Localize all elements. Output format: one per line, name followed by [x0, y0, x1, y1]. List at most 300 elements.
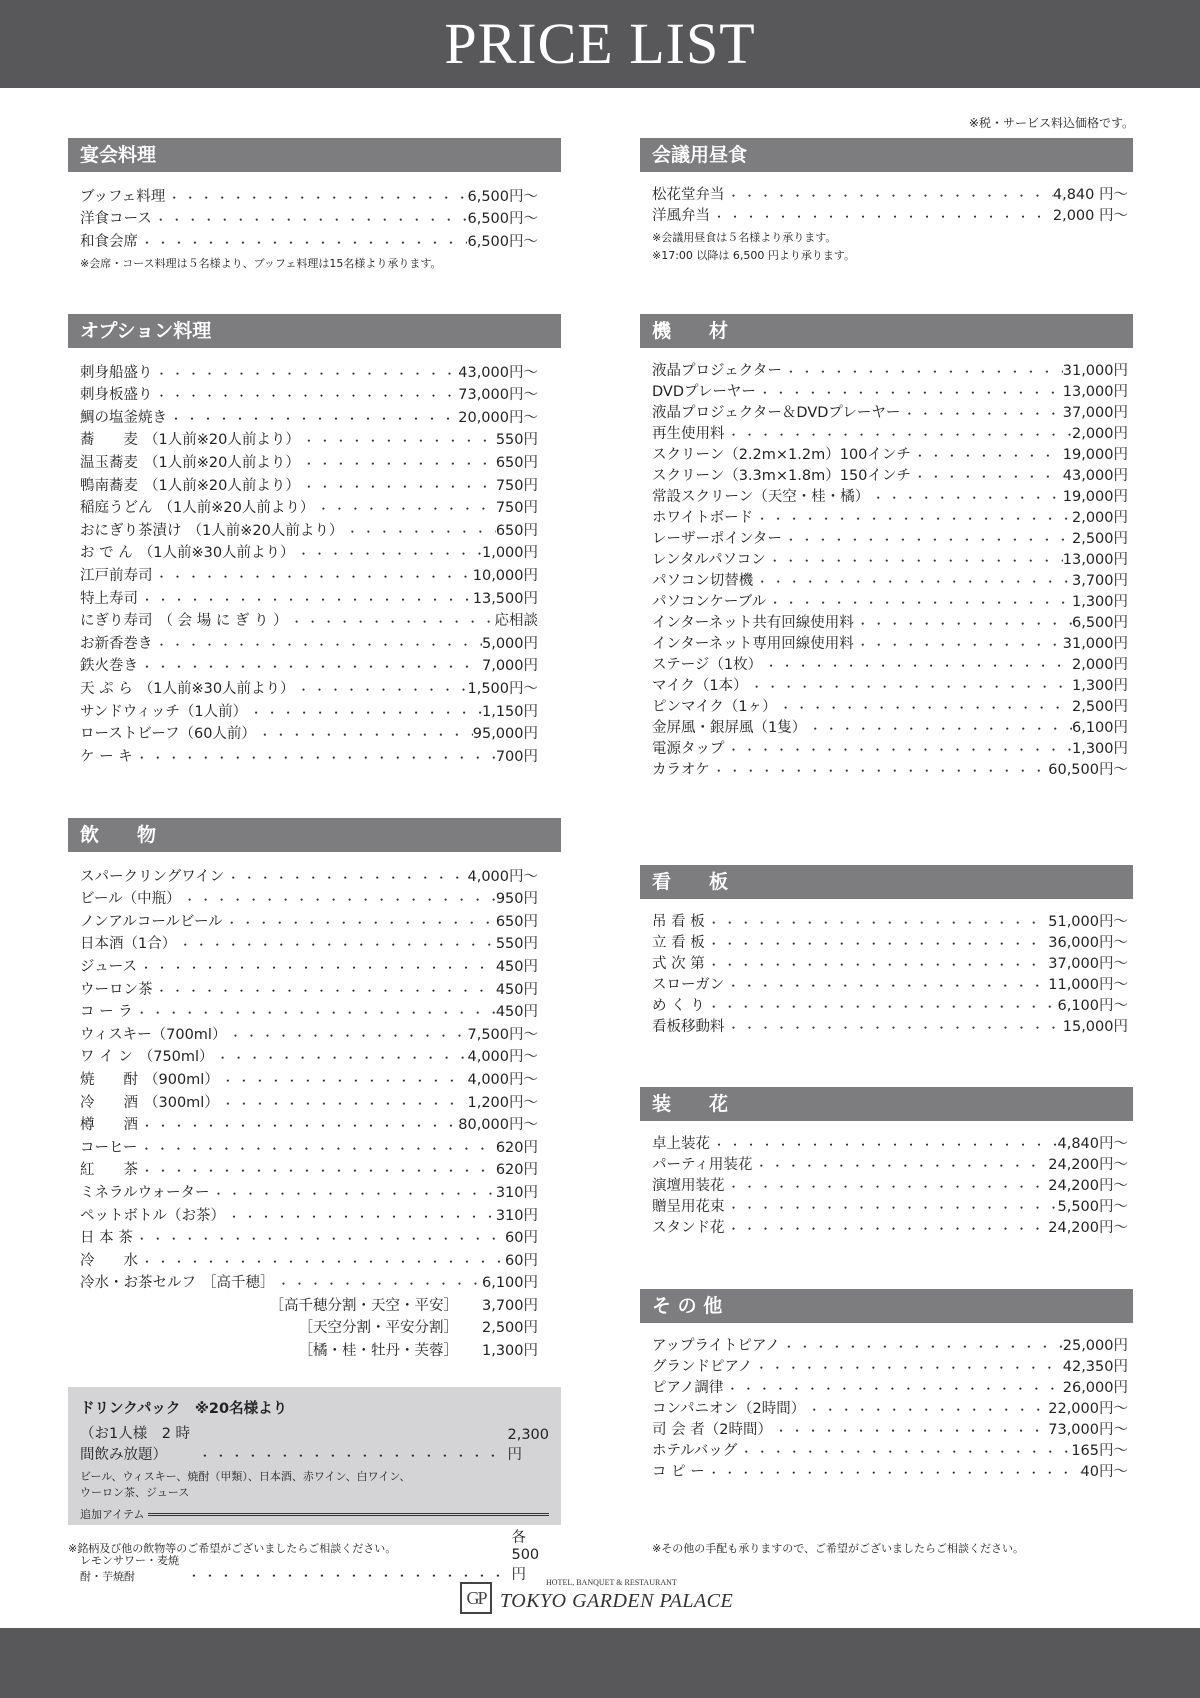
item-price: 450円: [495, 981, 538, 998]
item-price: 620円: [495, 1162, 538, 1179]
list-item: [652, 548, 1128, 569]
item-name: ペットボトル（お茶）: [80, 1207, 225, 1224]
list-item: [80, 1089, 538, 1112]
section-heading: そ の 他: [640, 1289, 1133, 1323]
item-name: ノンアルコールビール: [80, 913, 223, 930]
list-item: [80, 562, 538, 585]
item-price: 3,700円: [481, 1297, 538, 1314]
item-price: 6,100円: [481, 1275, 538, 1292]
contents-line: ビール、ウィスキー、焼酎（甲類）、日本酒、赤ワイン、白ワイン、: [80, 1470, 411, 1483]
leader-dots: [223, 914, 496, 931]
item-price: 43,000円〜: [458, 364, 538, 381]
venue-sub-rows: [68, 1292, 561, 1360]
list-item: [652, 1153, 1128, 1174]
leader-dots: [300, 432, 496, 449]
item-price: 2,500円: [481, 1320, 538, 1337]
item-price: 4,000円〜: [467, 1049, 538, 1066]
list-item: [80, 1225, 538, 1248]
item-name: ワ イ ン: [80, 1049, 133, 1066]
item-name: ローストビーフ（60人前）: [80, 726, 256, 743]
section-heading: 看 板: [640, 865, 1133, 899]
list-item: [652, 1015, 1128, 1036]
list-item: [652, 632, 1128, 653]
item-name: ［高千穂分割・天空・平安］: [269, 1297, 458, 1314]
section-heading: 機 材: [640, 314, 1133, 348]
header-bar: [0, 0, 1200, 88]
leader-dots: [256, 726, 473, 743]
leader-dots: [752, 1359, 1062, 1376]
item-price: 6,100円〜: [1057, 998, 1128, 1014]
section-drinks: [68, 818, 561, 1360]
item-name: 温玉蕎麦: [80, 454, 138, 471]
item-note: ［高千穂］: [202, 1275, 275, 1292]
item-name: 鉄火巻き: [80, 658, 138, 675]
item-name: 電源タップ: [652, 741, 725, 757]
item-price: 4,000円〜: [467, 1071, 538, 1088]
list-item: [80, 1157, 538, 1180]
list-item: [80, 698, 538, 721]
leader-dots: [314, 500, 495, 517]
leader-dots: [137, 959, 496, 976]
item-name: 吊 看 板: [652, 914, 705, 930]
leader-dots: [705, 998, 1058, 1015]
item-name: マイク（1本）: [652, 678, 748, 694]
leader-dots: [725, 1199, 1058, 1216]
list-item: [80, 931, 538, 954]
list-item: [80, 404, 538, 427]
item-name: お新香巻き: [80, 635, 153, 652]
list-item: [80, 183, 538, 206]
item-name: 樽 酒: [80, 1117, 138, 1134]
item-list: [652, 183, 1128, 225]
list-item: [80, 1112, 538, 1135]
leader-dots: [247, 704, 482, 721]
item-price: 73,000円〜: [1048, 1422, 1128, 1438]
item-name: 天 ぷ ら: [80, 680, 133, 697]
leader-dots: [153, 568, 473, 585]
item-note: （1人前※20人前より）: [187, 522, 344, 539]
item-name: レーザーポインター: [652, 531, 782, 547]
list-item: [652, 1376, 1128, 1397]
item-note: （ 会 場 に ぎ り ）: [158, 613, 288, 630]
item-price: 750円: [495, 500, 538, 517]
list-item: [80, 517, 538, 540]
leader-dots: [725, 1019, 1063, 1036]
item-note: （1人前※20人前より）: [144, 454, 300, 471]
leader-dots: [737, 1443, 1071, 1460]
leader-dots: [911, 447, 1063, 464]
list-item: [652, 1174, 1128, 1195]
item-name: 液晶プロジェクター: [652, 363, 782, 379]
item-price: 6,500円: [1071, 615, 1128, 631]
leader-dots: [214, 1049, 468, 1066]
leader-dots: [138, 1117, 458, 1134]
list-item: [652, 1460, 1128, 1481]
list-item: [80, 1044, 538, 1067]
list-item: [80, 721, 538, 744]
item-name: 鯛の塩釜焼き: [80, 409, 167, 426]
item-price: 95,000円: [472, 726, 538, 743]
item-price: 15,000円: [1062, 1019, 1128, 1035]
item-name: ジュース: [80, 958, 137, 975]
item-name: ウィスキー（700ml）: [80, 1026, 227, 1043]
item-name: インターネット専用回線使用料: [652, 636, 854, 652]
item-price: 2,500円: [1071, 699, 1128, 715]
section-heading: 宴会料理: [68, 138, 561, 172]
leader-dots: [288, 613, 495, 630]
item-price: 550円: [495, 936, 538, 953]
leader-dots: [343, 523, 495, 540]
item-name: 江戸前寿司: [80, 567, 153, 584]
item-price: 450円: [495, 1004, 538, 1021]
item-list: [652, 1132, 1128, 1237]
leader-dots: [777, 699, 1072, 716]
item-price: 24,200円〜: [1048, 1178, 1128, 1194]
list-item: [80, 427, 538, 450]
item-name: 紅 茶: [80, 1162, 138, 1179]
item-name: ホワイトボード: [652, 510, 754, 526]
item-price: 950円: [495, 891, 538, 908]
item-list: [80, 359, 538, 766]
item-name: 式 次 第: [652, 956, 705, 972]
section-heading: オプション料理: [68, 314, 561, 348]
list-item: [652, 674, 1128, 695]
item-price: 60円: [505, 1252, 538, 1269]
item-list: [652, 359, 1128, 779]
drink-pack-row: [80, 1422, 549, 1464]
leader-dots: [782, 531, 1072, 548]
section-note: ※17:00 以降は 6,500 円より承ります。: [652, 249, 856, 262]
list-item: [80, 1179, 538, 1202]
item-name: おにぎり茶漬け: [80, 522, 182, 539]
leader-dots: [806, 720, 1072, 737]
leader-dots: [225, 1208, 496, 1225]
item-price: 7,000円: [481, 658, 538, 675]
item-price: 2,000円: [1071, 510, 1128, 526]
item-price: 24,200円〜: [1048, 1157, 1128, 1173]
list-item: [80, 359, 538, 382]
section-equipment: [640, 314, 1133, 779]
list-item: [80, 908, 538, 931]
list-item: [652, 1132, 1128, 1153]
item-name: DVDプレーヤー: [652, 384, 756, 400]
list-item: [80, 472, 538, 495]
list-item: [652, 380, 1128, 401]
item-name: 立 看 板: [652, 935, 705, 951]
item-note: （750ml）: [138, 1049, 214, 1066]
item-price: 4,840 円〜: [1052, 187, 1128, 203]
item-name: 松花堂弁当: [652, 187, 725, 203]
item-list: [80, 183, 538, 251]
leader-dots: [138, 234, 467, 251]
leader-dots: [725, 1220, 1049, 1237]
item-price: 5,000円: [481, 635, 538, 652]
item-price: 1,200円〜: [467, 1094, 538, 1111]
item-note: （900ml）: [144, 1071, 219, 1088]
leader-dots: [762, 657, 1072, 674]
item-name: ブッフェ料理: [80, 188, 166, 205]
item-price: 31,000円: [1062, 363, 1128, 379]
list-item: [652, 204, 1128, 225]
leader-dots: [869, 489, 1063, 506]
add-items-divider: [80, 1506, 549, 1522]
item-list: [80, 863, 538, 1292]
list-item: [80, 540, 538, 563]
leader-dots: [138, 658, 482, 675]
leader-dots: [138, 1162, 496, 1179]
leader-dots: [133, 1004, 496, 1021]
item-price: 6,500円〜: [467, 211, 538, 228]
list-item: [652, 443, 1128, 464]
leader-dots: [752, 1157, 1048, 1174]
item-name: ビール（中瓶）: [80, 891, 181, 908]
list-item: [80, 976, 538, 999]
item-name: ホテルバッグ: [652, 1443, 738, 1459]
list-item: [80, 1337, 538, 1360]
item-name: パソコン切替機: [652, 573, 754, 589]
leader-dots: [295, 545, 482, 562]
item-name: スクリーン（2.2m×1.2m）100インチ: [652, 447, 911, 463]
item-price: 7,500円〜: [467, 1026, 538, 1043]
list-item: [80, 675, 538, 698]
item-price: 2,500円: [1071, 531, 1128, 547]
item-name: インターネット共有回線使用料: [652, 615, 854, 631]
item-name: 洋風弁当: [652, 208, 710, 224]
page-title: PRICE LIST: [444, 11, 756, 76]
footer-bar: [0, 1628, 1200, 1698]
item-name: にぎり寿司: [80, 613, 153, 630]
add-items-names: レモンサワー・麦焼酎・芋焼酎: [80, 1554, 179, 1583]
item-name: 液晶プロジェクター＆DVDプレーヤー: [652, 405, 901, 421]
leader-dots: [725, 426, 1072, 443]
item-list: [652, 1334, 1128, 1481]
item-name: 金屏風・銀屏風（1隻）: [652, 720, 807, 736]
item-price: 40円〜: [1080, 1464, 1128, 1480]
list-item: [652, 590, 1128, 611]
item-price: 2,000円: [1071, 426, 1128, 442]
item-price: 165円〜: [1071, 1443, 1128, 1459]
list-item: [652, 758, 1128, 779]
item-note: （1人前※20人前より）: [144, 477, 300, 494]
item-note: （300ml）: [144, 1094, 219, 1111]
leader-dots: [756, 384, 1063, 401]
item-name: ミネラルウォーター: [80, 1184, 210, 1201]
list-item: [652, 994, 1128, 1015]
item-name: 刺身船盛り: [80, 364, 153, 381]
list-item: [80, 1202, 538, 1225]
list-item: [652, 1216, 1128, 1237]
list-item: [652, 695, 1128, 716]
item-name: お で ん: [80, 545, 133, 562]
item-price: 60円: [505, 1230, 538, 1247]
leader-dots: [224, 869, 467, 886]
list-item: [80, 653, 538, 676]
list-item: [80, 1247, 538, 1270]
item-name: 常設スクリーン（天空・桂・橘）: [652, 489, 870, 505]
item-name: 日本酒（1合）: [80, 936, 177, 953]
item-price: 73,000円〜: [458, 387, 538, 404]
list-item: [80, 1292, 538, 1315]
leader-dots: [300, 478, 496, 495]
item-note: （1人前※20人前より）: [144, 432, 300, 449]
item-name: 蕎 麦: [80, 432, 138, 449]
section-banquet: [68, 138, 561, 271]
list-item: [80, 953, 538, 976]
leader-dots: [219, 1072, 468, 1089]
item-price: 51,000円〜: [1048, 914, 1128, 930]
leader-dots: [725, 187, 1053, 204]
leader-dots: [133, 749, 496, 766]
item-price: 36,000円〜: [1048, 935, 1128, 951]
leader-dots: [153, 387, 459, 404]
section-heading: 会議用昼食: [640, 138, 1133, 172]
leader-dots: [854, 636, 1063, 653]
item-name: ピンマイク（1ヶ）: [652, 699, 777, 715]
list-item: [652, 1334, 1128, 1355]
item-price: 応相談: [494, 613, 538, 630]
item-price: 2,000円: [1071, 657, 1128, 673]
item-name: スローガン: [652, 977, 725, 993]
item-price: 310円: [495, 1184, 538, 1201]
item-name: 日 本 茶: [80, 1230, 133, 1247]
drink-pack-title: ドリンクパック ※20名様より: [80, 1401, 288, 1417]
item-name: レンタルパソコン: [652, 552, 766, 568]
leader-dots: [705, 956, 1049, 973]
item-price: 650円: [495, 522, 538, 539]
item-price: 37,000円〜: [1048, 956, 1128, 972]
leader-dots: [766, 552, 1063, 569]
item-note: （1人前※30人前より）: [138, 545, 295, 562]
list-item: [80, 495, 538, 518]
drink-pack-contents: [80, 1469, 549, 1501]
item-name: 司 会 者（2時間）: [652, 1422, 772, 1438]
item-note: （1人前※30人前より）: [138, 680, 295, 697]
item-name: 稲庭うどん: [80, 500, 153, 517]
item-price: 450円: [495, 958, 538, 975]
item-name: 演壇用装花: [652, 1178, 725, 1194]
item-price: 37,000円: [1062, 405, 1128, 421]
section-signboard: [640, 865, 1133, 1036]
list-item: [80, 1315, 538, 1338]
list-item: [80, 863, 538, 886]
section-heading: 装 花: [640, 1087, 1133, 1121]
item-price: 1,300円: [1071, 678, 1128, 694]
list-item: [652, 506, 1128, 527]
list-item: [652, 716, 1128, 737]
list-item: [652, 737, 1128, 758]
leader-dots: [181, 891, 496, 908]
hotel-logo: [460, 1578, 760, 1618]
item-price: 6,100円: [1071, 720, 1128, 736]
list-item: [652, 1418, 1128, 1439]
item-price: 6,500円〜: [467, 188, 538, 205]
leader-dots: [725, 741, 1072, 758]
list-item: [652, 464, 1128, 485]
item-price: 1,300円: [1071, 741, 1128, 757]
item-name: スパークリングワイン: [80, 868, 225, 885]
item-name: ［天空分割・平安分割］: [298, 1320, 458, 1337]
list-item: [652, 401, 1128, 422]
section-options: [68, 314, 561, 766]
item-price: 13,000円: [1062, 384, 1128, 400]
item-price: 25,000円: [1062, 1338, 1128, 1354]
list-item: [652, 183, 1128, 204]
list-item: [652, 973, 1128, 994]
item-name: スタンド花: [652, 1220, 725, 1236]
item-name: カラオケ: [652, 762, 710, 778]
item-name: 特上寿司: [80, 590, 138, 607]
list-item: [80, 608, 538, 631]
leader-dots: [219, 1095, 468, 1112]
item-name: 冷 酒: [80, 1094, 138, 1111]
leader-dots: [176, 936, 496, 953]
list-item: [652, 1355, 1128, 1376]
item-name: 刺身板盛り: [80, 387, 153, 404]
item-price: 22,000円〜: [1048, 1401, 1128, 1417]
list-item: [80, 886, 538, 909]
item-list: [652, 910, 1128, 1036]
leader-dots: [705, 935, 1049, 952]
item-price: 24,200円〜: [1048, 1220, 1128, 1236]
list-item: [80, 1270, 538, 1293]
leader-dots: [723, 1380, 1062, 1397]
item-name: ［橘・桂・牡丹・芙蓉］: [298, 1343, 458, 1360]
item-name: 洋食コース: [80, 211, 152, 228]
item-price: 31,000円: [1062, 636, 1128, 652]
drink-pack-price: 2,300円: [507, 1427, 549, 1463]
section-heading: 飲 物: [68, 818, 561, 852]
list-item: [652, 422, 1128, 443]
tax-note: ※税・サービス料込価格です。: [968, 116, 1134, 130]
item-price: 4,000円〜: [467, 868, 538, 885]
item-name: パソコンケーブル: [652, 594, 767, 610]
leader-dots: [900, 405, 1062, 422]
item-price: 310円: [495, 1207, 538, 1224]
leader-dots: [138, 1253, 505, 1270]
item-price: 1,000円: [481, 545, 538, 562]
list-item: [652, 611, 1128, 632]
leader-dots: [748, 678, 1072, 695]
item-price: 10,000円: [472, 567, 538, 584]
leader-dots: [275, 1275, 482, 1292]
leader-dots: [137, 1140, 495, 1157]
list-item: [652, 1195, 1128, 1216]
gp-logo-mark: GP: [460, 1582, 492, 1614]
drink-pack-line: （お1人様 2 時間飲み放題）: [80, 1426, 191, 1463]
list-item: [652, 527, 1128, 548]
item-price: 43,000円: [1062, 468, 1128, 484]
item-name: 和食会席: [80, 233, 138, 250]
item-price: 1,300円: [1071, 594, 1128, 610]
list-item: [652, 931, 1128, 952]
item-price: 60,500円〜: [1048, 762, 1128, 778]
leader-dots: [209, 1185, 495, 1202]
item-price: 700円: [495, 748, 538, 765]
double-rule: [148, 1513, 549, 1516]
section-note: ※会議用昼食は５名様より承ります。: [652, 231, 837, 244]
list-item: [80, 449, 538, 472]
item-price: 13,500円: [472, 590, 538, 607]
item-name: コーヒー: [80, 1139, 138, 1156]
contents-line: ウーロン茶、ジュース: [80, 1486, 190, 1499]
leader-dots: [911, 468, 1063, 485]
item-price: 26,000円: [1062, 1380, 1128, 1396]
item-note: （1人前※20人前より）: [158, 500, 315, 517]
item-price: 13,000円: [1062, 552, 1128, 568]
list-item: [80, 1134, 538, 1157]
item-name: アップライトピアノ: [652, 1338, 780, 1354]
item-price: 19,000円: [1062, 489, 1128, 505]
